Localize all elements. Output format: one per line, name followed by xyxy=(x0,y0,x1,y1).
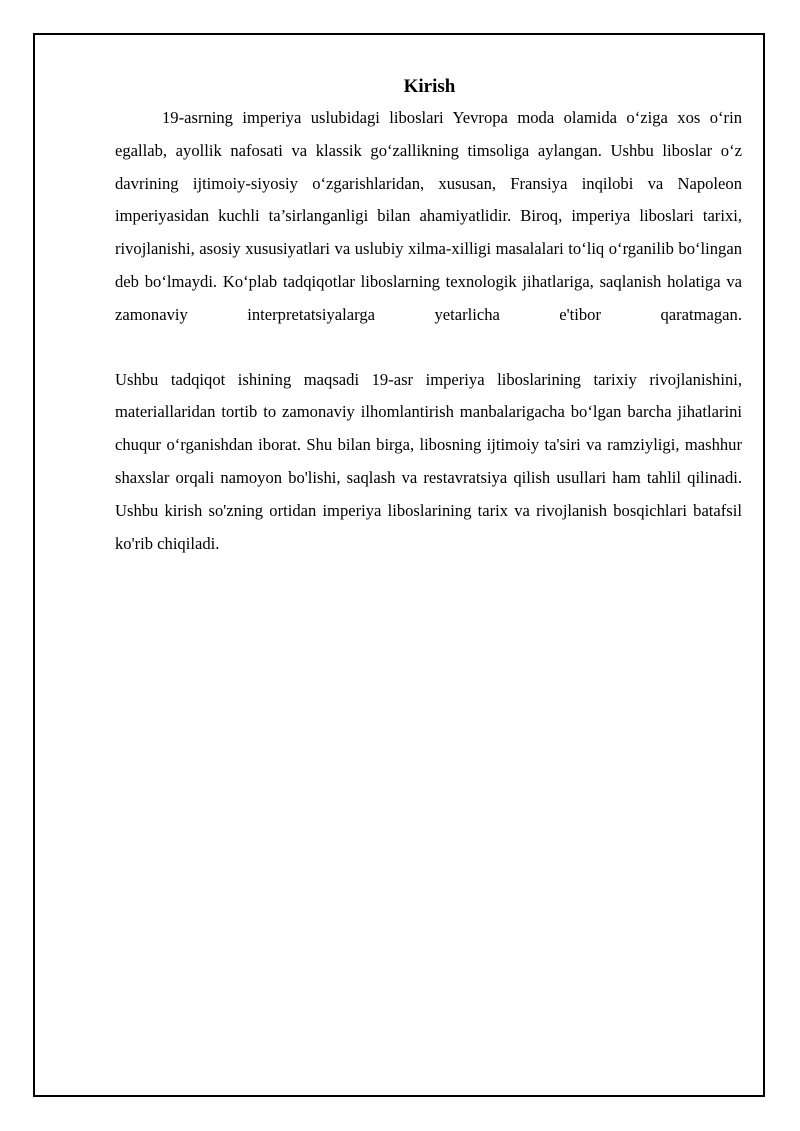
document-title: Kirish xyxy=(403,76,456,97)
intro-paragraph-2: Ushbu tadqiqot ishining maqsadi 19-asr imperiya liboslarining tarixiy rivojlanishini, materiallaridan tortib to zamonaviy ilhomlantirish manbalarigacha bo‘lgan barcha jihatlarini chuqur o‘rganishdan iborat. Shu bilan birga, libosning ijtimoiy ta'siri va ramziyligi, mashhur shaxslar orqali namoyon bo'lishi, saqlash va restavratsiya qilish usullari ham tahlil qilinadi. Ushbu kirish so'zning ortidan imperiya liboslarining tarix va rivojlanish bosqichlari batafsil ko'rib chiqiladi. xyxy=(115,369,742,553)
document-body xyxy=(115,72,742,560)
intro-paragraph-1: 19-asrning imperiya uslubidagi liboslari Yevropa moda olamida o‘ziga xos o‘rin egallab, ayollik nafosati va klassik go‘zallikning timsoliga aylangan. Ushbu liboslar o‘z davrining ijtimoiy-siyosiy o‘zgarishlaridan, xususan, Fransiya inqilobi va Napoleon imperiyasidan kuchli ta’sirlanganligi bilan ahamiyatlidir. Biroq, imperiya liboslari tarixi, rivojlanishi, asosiy xususiyatlari va uslubiy xilma-xilligi masalalari to‘liq o‘rganilib bo‘lingan deb bo‘lmaydi. Ko‘plab tadqiqotlar liboslarning texnologik jihatlariga, saqlanish holatiga va zamonaviy interpretatsiyalarga yetarlicha e'tibor qaratmagan. xyxy=(115,108,742,324)
